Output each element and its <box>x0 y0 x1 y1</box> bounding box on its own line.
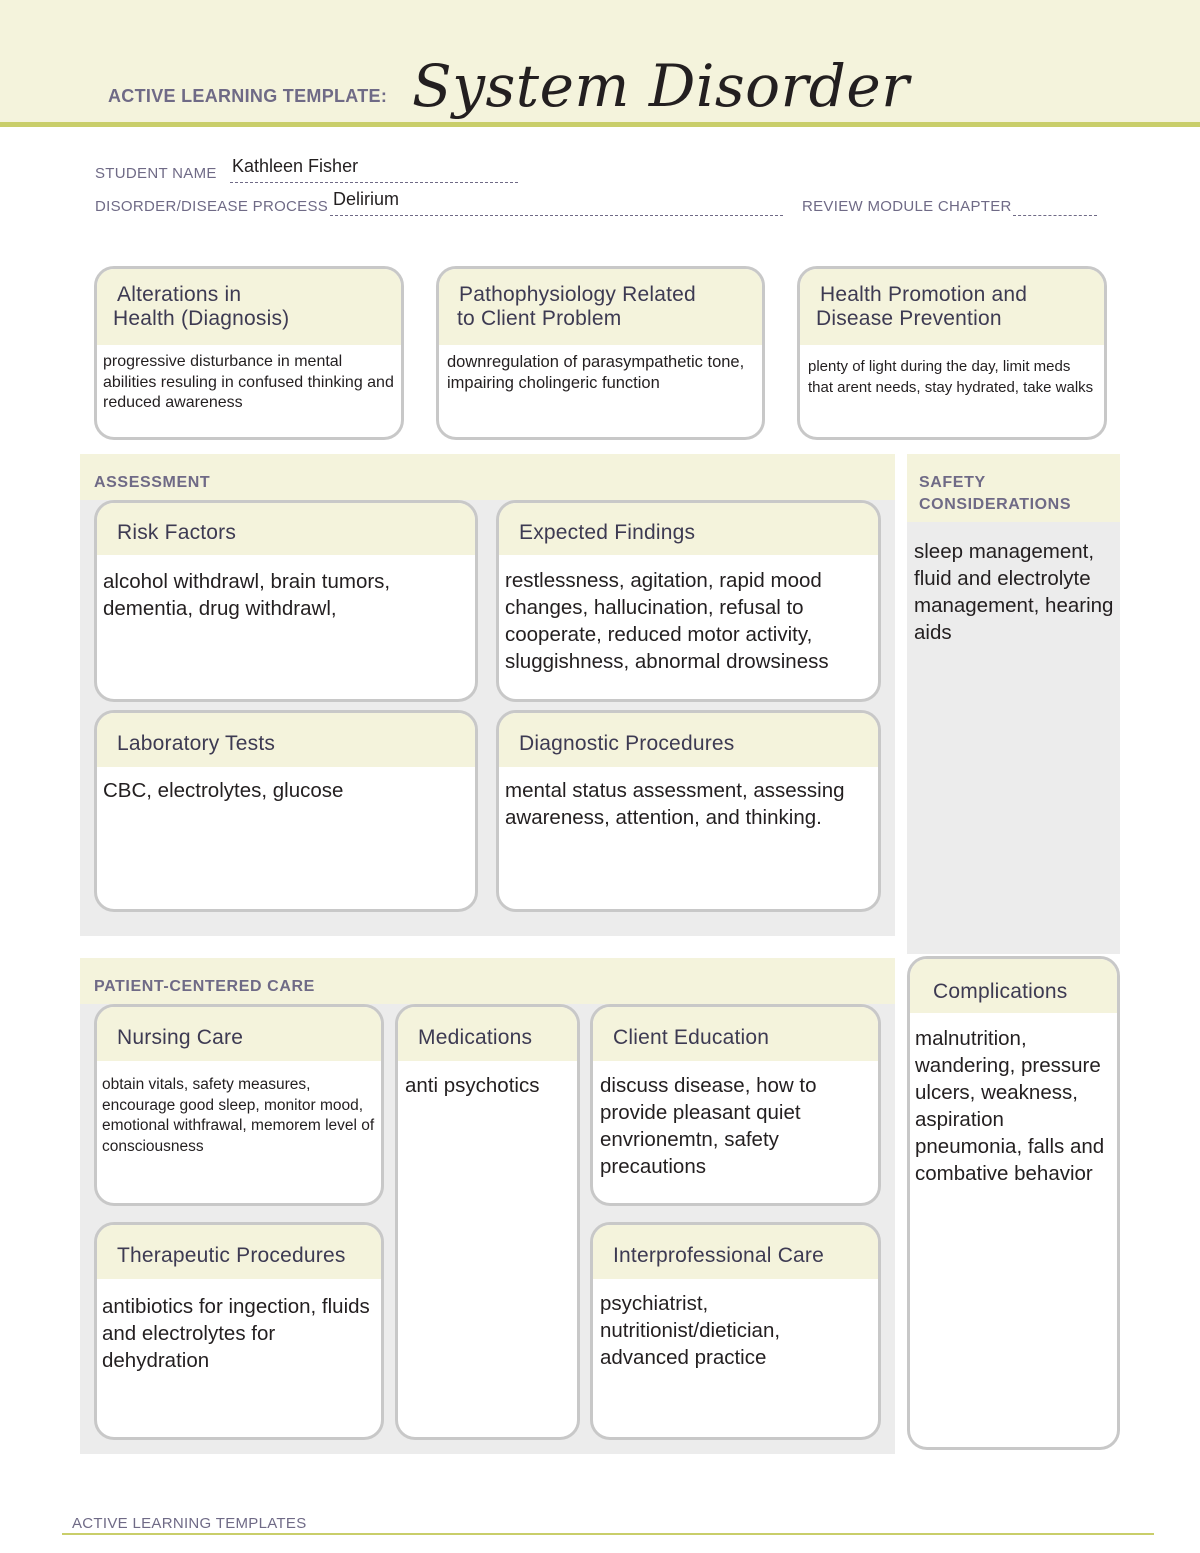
disorder-value: Delirium <box>333 189 400 209</box>
card-title-line: to Client Problem <box>457 307 622 330</box>
card-pathophysiology <box>436 266 765 440</box>
footer-divider <box>62 1533 1154 1535</box>
card-title: Complications <box>910 959 1117 1013</box>
card-diagnostic-procedures <box>496 710 881 912</box>
safety-section <box>907 454 1120 954</box>
interprofessional-care-body[interactable]: psychiatrist, nutritionist/dietician, advanced practice <box>600 1292 781 1369</box>
client-education-body[interactable]: discuss disease, how to provide pleasant quiet envrionemtn, safety precautions <box>600 1074 817 1178</box>
card-title: Laboratory Tests <box>97 713 475 767</box>
card-risk-factors <box>94 500 478 702</box>
nursing-care-body[interactable]: obtain vitals, safety measures, encourage good sleep, monitor mood, emotional withfrawal, memorem level of consciousness <box>102 1076 375 1155</box>
card-client-education <box>590 1004 881 1206</box>
card-title-line: Pathophysiology Related <box>459 283 696 306</box>
card-title-line: Health (Diagnosis) <box>113 307 290 330</box>
card-title: Medications <box>398 1007 577 1061</box>
template-title: System Disorder <box>412 52 910 120</box>
footer-label: ACTIVE LEARNING TEMPLATES <box>72 1515 307 1532</box>
card-title: Interprofessional Care <box>593 1225 878 1279</box>
disorder-label: DISORDER/DISEASE PROCESS <box>95 198 329 215</box>
template-label: ACTIVE LEARNING TEMPLATE: <box>108 86 388 106</box>
therapeutic-procedures-body[interactable]: antibiotics for ingection, fluids and electrolytes for dehydration <box>102 1295 370 1372</box>
risk-factors-body[interactable]: alcohol withdrawl, brain tumors, dementia, drug withdrawl, <box>103 570 391 620</box>
card-title: Risk Factors <box>97 503 475 555</box>
safety-body[interactable]: sleep management, fluid and electrolyte management, hearing aids <box>914 540 1114 644</box>
card-title: Diagnostic Procedures <box>499 713 878 767</box>
card-title: Expected Findings <box>499 503 878 555</box>
card-expected-findings <box>496 500 881 702</box>
medications-body[interactable]: anti psychotics <box>405 1074 540 1097</box>
card-title-line: Health Promotion and <box>820 283 1028 306</box>
card-title-line: Alterations in <box>117 283 242 306</box>
pathophysiology-body[interactable]: downregulation of parasympathetic tone, impairing cholingeric function <box>447 353 745 392</box>
safety-heading <box>907 454 1120 522</box>
card-title: Client Education <box>593 1007 878 1061</box>
student-name-label: STUDENT NAME <box>95 165 217 182</box>
review-module-field[interactable] <box>1013 195 1097 216</box>
card-nursing-care <box>94 1004 384 1206</box>
header-divider <box>0 122 1200 127</box>
assessment-heading: ASSESSMENT <box>94 474 211 491</box>
complications-body[interactable]: malnutrition, wandering, pressure ulcers, weakness, aspiration pneumonia, falls and combative behavior <box>915 1027 1105 1185</box>
student-name-value: Kathleen Fisher <box>232 156 359 176</box>
card-title <box>439 269 762 345</box>
card-interprofessional-care <box>590 1222 881 1440</box>
card-medications <box>395 1004 580 1440</box>
diagnostic-procedures-body[interactable]: mental status assessment, assessing awareness, attention, and thinking. <box>505 779 845 829</box>
health-promotion-body[interactable]: plenty of light during the day, limit meds that arent needs, stay hydrated, take walks <box>808 358 1094 396</box>
card-health-promotion <box>797 266 1107 440</box>
laboratory-tests-body[interactable]: CBC, electrolytes, glucose <box>103 779 344 802</box>
patient-care-heading: PATIENT-CENTERED CARE <box>94 978 315 995</box>
card-therapeutic-procedures <box>94 1222 384 1440</box>
disorder-field[interactable] <box>330 189 783 216</box>
review-module-label: REVIEW MODULE CHAPTER <box>802 198 1012 215</box>
safety-heading-line: CONSIDERATIONS <box>919 496 1072 513</box>
card-title <box>97 269 401 345</box>
card-laboratory-tests <box>94 710 478 912</box>
card-title: Nursing Care <box>97 1007 381 1061</box>
card-title-line: Disease Prevention <box>816 307 1002 330</box>
card-title: Therapeutic Procedures <box>97 1225 381 1279</box>
expected-findings-body[interactable]: restlessness, agitation, rapid mood changes, hallucination, refusal to cooperate, reduced motor activity, sluggishness, abnormal drowsiness <box>505 569 829 673</box>
alterations-body[interactable]: progressive disturbance in mental abilities resuling in confused thinking and reduced awareness <box>103 353 394 411</box>
card-alterations-in-health <box>94 266 404 440</box>
card-title <box>800 269 1104 345</box>
card-complications <box>907 956 1120 1450</box>
safety-heading-line: SAFETY <box>919 474 986 491</box>
student-name-field[interactable] <box>230 156 518 183</box>
